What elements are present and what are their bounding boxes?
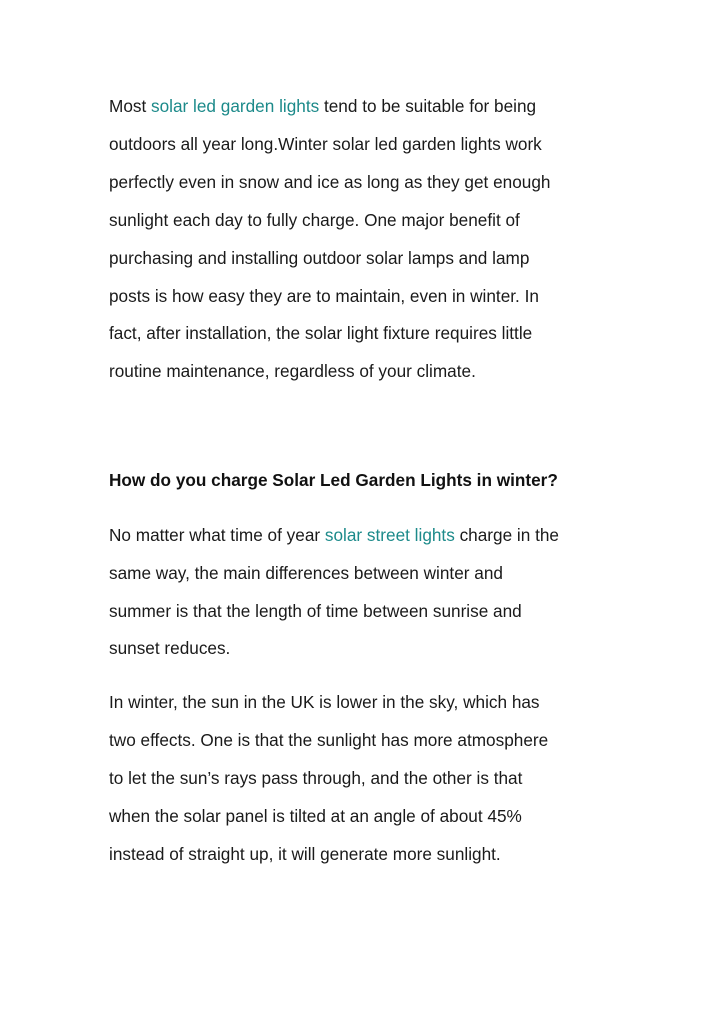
paragraph-1-line-1 [109,95,536,117]
paragraph-1-line-7: fact, after installation, the solar light fixture requires little [109,323,533,343]
paragraph-3-line-2: two effects. One is that the sunlight has more atmosphere [109,730,549,750]
paragraph-3-line-5: instead of straight up, it will generate more sunlight. [109,844,501,864]
paragraph-3-line-4: when the solar panel is tilted at an angle of about 45% [109,806,522,826]
paragraph-2-line-2: same way, the main differences between winter and [109,563,503,583]
paragraph-2-text: charge in the [454,525,559,545]
solar-led-garden-lights-link[interactable]: solar led garden lights [151,96,320,116]
paragraph-1-text: tend to be suitable for being [319,96,537,116]
paragraph-2-line-1 [109,524,559,546]
paragraph-1-text: Most [109,96,152,116]
paragraph-1-line-5: purchasing and installing outdoor solar lamps and lamp [109,248,530,268]
paragraph-1-line-8: routine maintenance, regardless of your climate. [109,361,476,381]
paragraph-1-line-4: sunlight each day to fully charge. One major benefit of [109,210,520,230]
paragraph-3-line-1: In winter, the sun in the UK is lower in the sky, which has [109,692,540,712]
solar-street-lights-link[interactable]: solar street lights [324,525,455,545]
paragraph-1-line-2: outdoors all year long.Winter solar led garden lights work [109,134,542,154]
paragraph-3-line-3: to let the sun’s rays pass through, and the other is that [109,768,523,788]
paragraph-2-line-3: summer is that the length of time between sunrise and [109,601,522,621]
paragraph-2-text: No matter what time of year [109,525,325,545]
paragraph-1-line-3: perfectly even in snow and ice as long as they get enough [109,172,551,192]
paragraph-1-line-6: posts is how easy they are to maintain, even in winter. In [109,286,539,306]
paragraph-2-line-4: sunset reduces. [109,638,231,658]
section-heading: How do you charge Solar Led Garden Lights in winter? [109,470,558,490]
